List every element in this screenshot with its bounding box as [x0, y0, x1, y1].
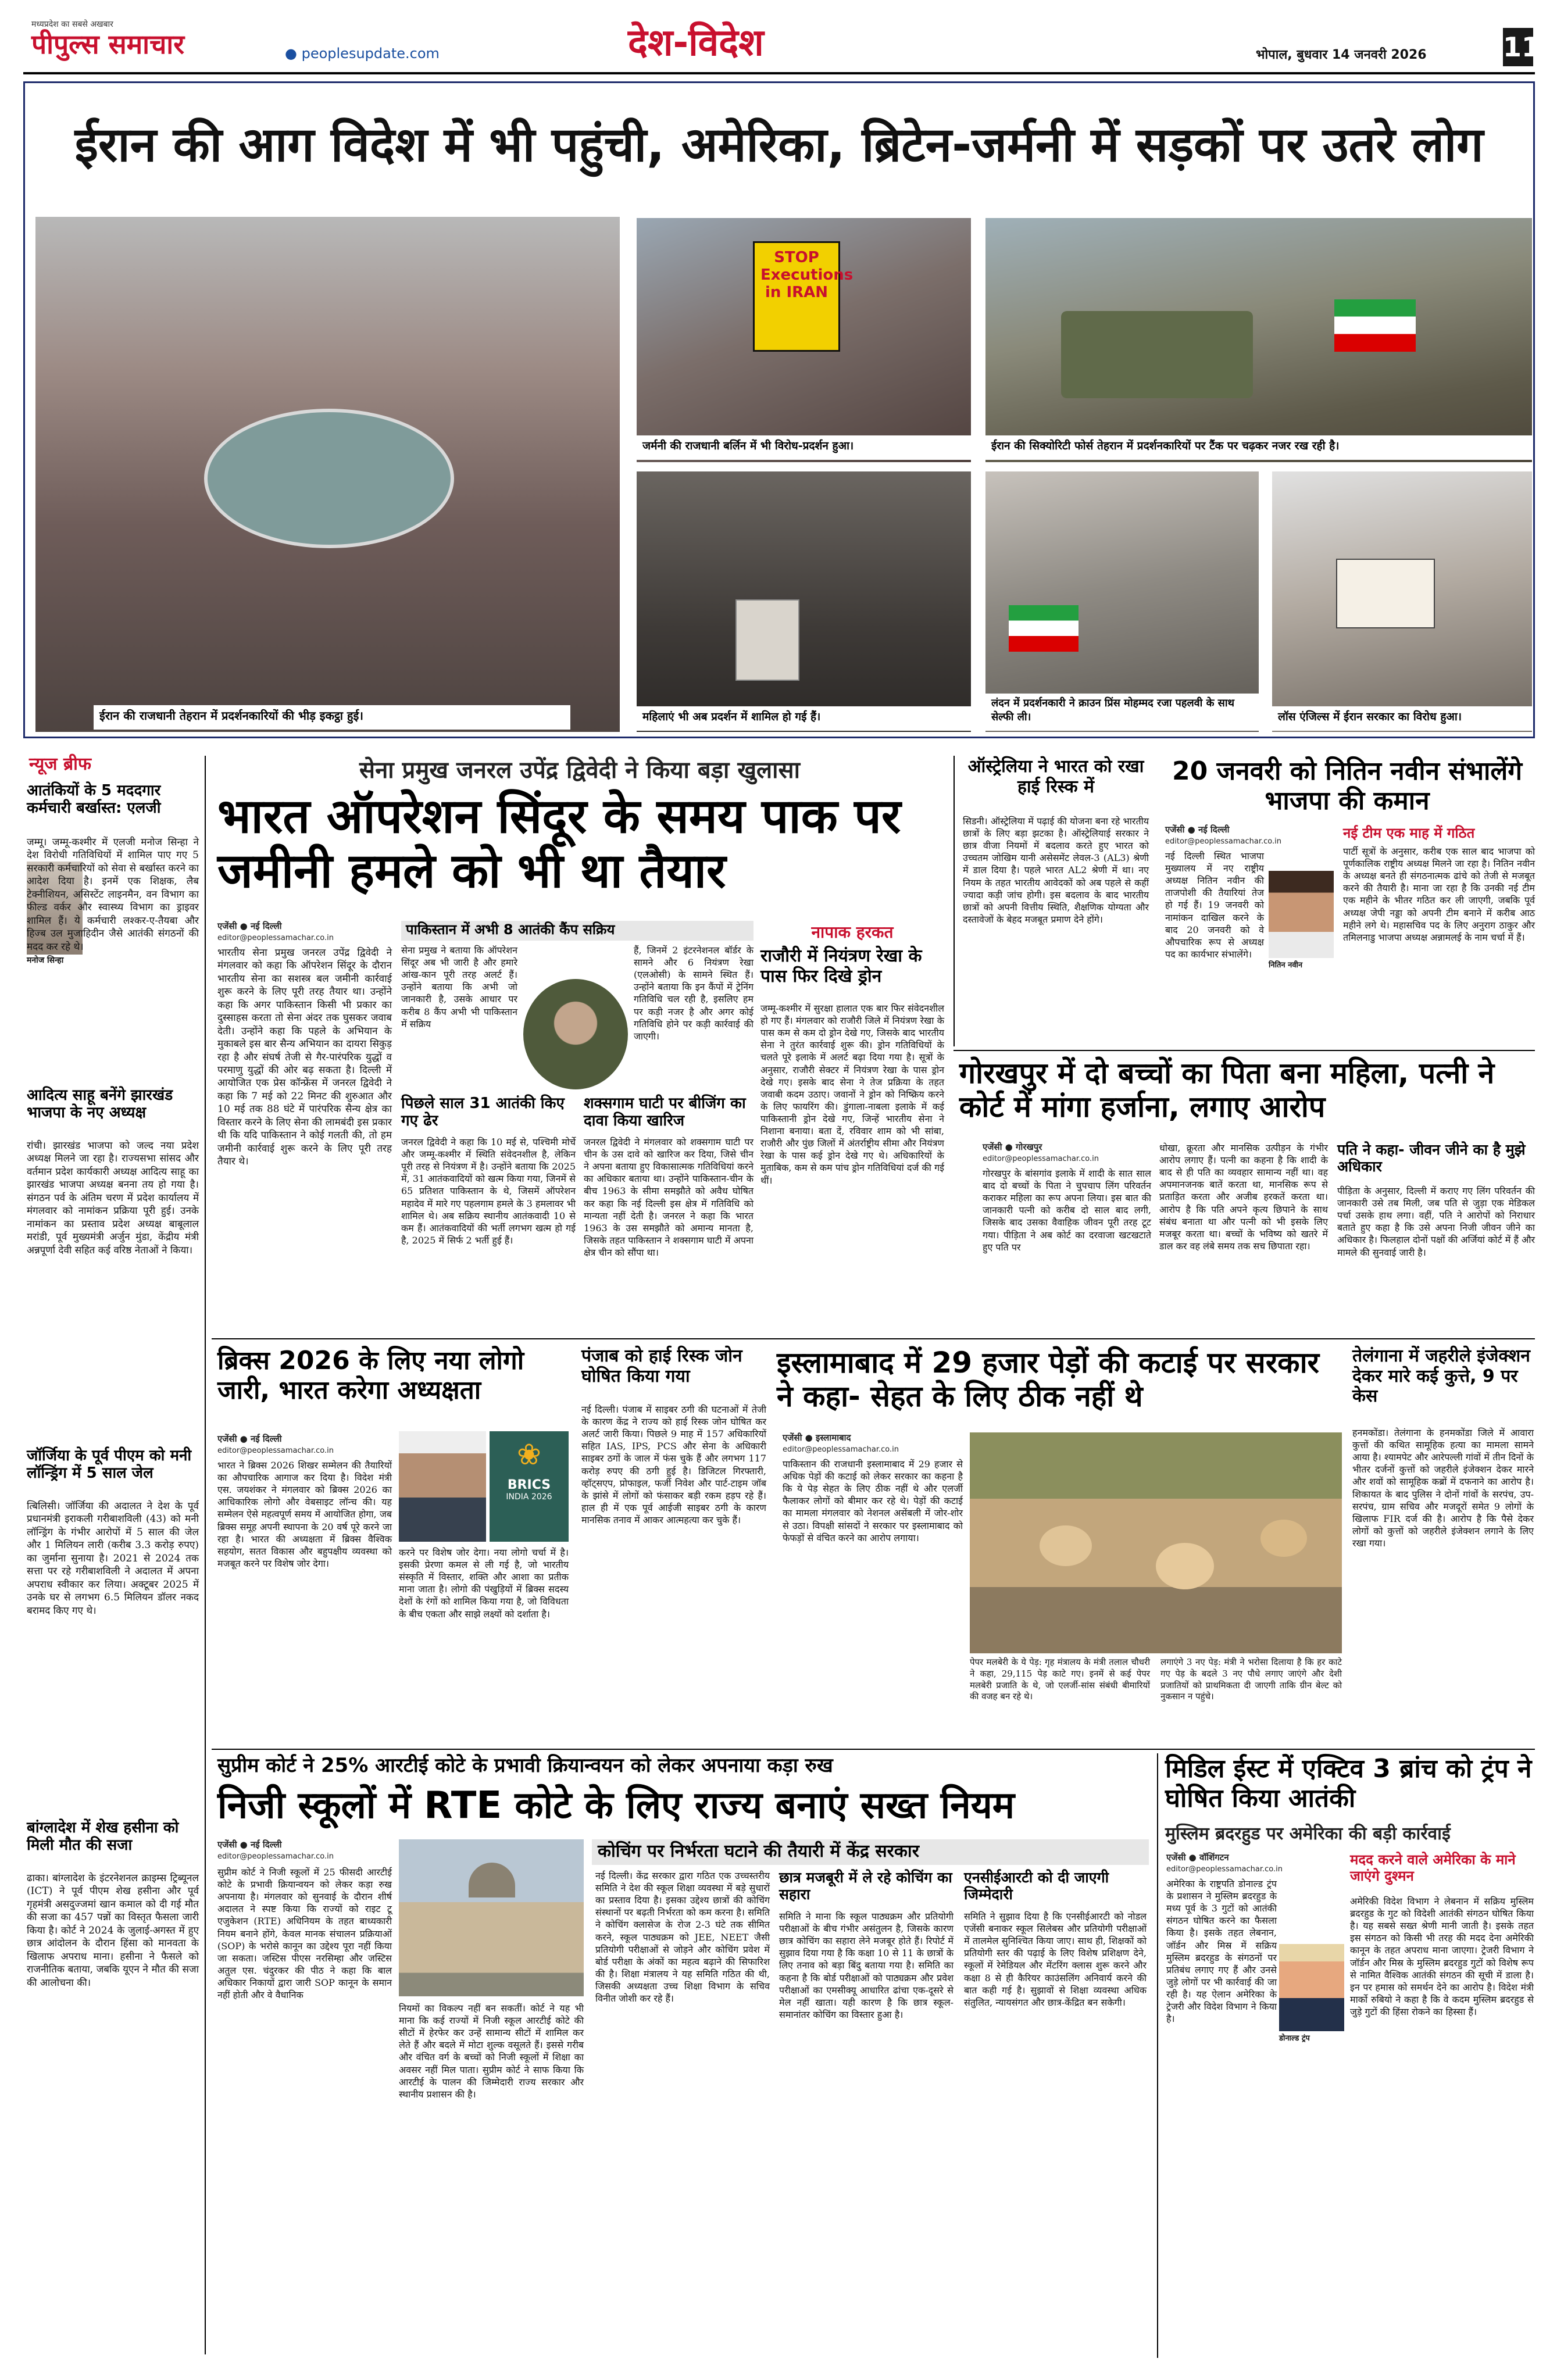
brotherhood-kicker: मुस्लिम ब्रदरहुड पर अमेरिका की बड़ी कार्रवाई	[1165, 1824, 1451, 1844]
islamabad-text: पाकिस्तान की राजधानी इस्लामाबाद में 29 हजार से अधिक पेड़ों की कटाई को लेकर सरकार का कहना है कि ये पेड़ सेहत के लिए ठीक नहीं थे और एलर्जी फैलाकर लोगों को बीमार कर रहे थे। पेड़ों की कटाई का मामला मंगलवार को नेशनल असेंबली में जोर-शोर से उठा। विपक्षी सांसदों ने सरकार पर इस्लामाबाद को फेफड़ों से वंचित करने का आरोप लगाया।	[783, 1459, 963, 1543]
section-rule	[954, 1050, 1535, 1051]
nitin-email: editor@peoplessamachar.co.in	[1165, 837, 1281, 846]
protest-sign	[1336, 559, 1435, 628]
coaching-sub3-title: एनसीईआरटी को दी जाएगी जिम्मेदारी	[964, 1869, 1109, 1903]
brotherhood-story	[1163, 1752, 1535, 2359]
army-subbox-text-a: सेना प्रमुख ने बताया कि ऑपरेशन सिंदूर अब भी जारी है और हमारे आंख-कान पूरी तरह अलर्ट हैं। उन्होंने बताया कि अभी जो जानकारी है, उसके आधार पर करीब 8 कैंप अभी भी पाकिस्तान में सक्रिय	[401, 945, 517, 1030]
brand-logo[interactable]	[31, 19, 287, 65]
women-protest-photo	[637, 471, 971, 732]
army-headline: भारत ऑपरेशन सिंदूर के समय पाक पर जमीनी हमले को भी था तैयार	[217, 789, 901, 899]
trump-photo	[1279, 1944, 1344, 2031]
islamabad-headline: इस्लामाबाद में 29 हजार पेड़ों की कटाई पर सरकार ने कहा- सेहत के लिए ठीक नहीं थे	[777, 1346, 1319, 1413]
islamabad-caption-b: लगाएंगे 3 नए पेड़: मंत्री ने भरोसा दिलाया है कि हर काटे गए पेड़ के बदले 3 नए पौधे लगाए जाएंगे और देशी प्रजातियों को प्राथमिकता दी जाएगी ताकि ग्रीन बेल्ट को नुकसान न पहुंचे।	[1160, 1657, 1342, 1702]
tree-stumps-photo	[970, 1432, 1342, 1653]
tank-security-photo	[985, 218, 1532, 462]
nitin-text: नई दिल्ली स्थित भाजपा मुख्यालय में नए राष्ट्रीय अध्यक्ष नितिन नवीन की ताजपोशी की तैयारियां तेज हो गई हैं। 19 जनवरी को नामांकन दाखिल करने के बाद 20 जनवरी को वे औपचारिक रूप से अध्यक्ष पद का कार्यभार संभालेंगे।	[1165, 850, 1264, 960]
army-kicker: सेना प्रमुख जनरल उपेंद्र द्विवेदी ने किया बड़ा खुलासा	[359, 757, 800, 784]
army-subbox-title: पाकिस्तान में अभी 8 आतंकी कैंप सक्रिय	[401, 921, 753, 941]
rte-kicker: सुप्रीम कोर्ट ने 25% आरटीई कोटे के प्रभावी क्रियान्वयन को लेकर अपनाया कड़ा रुख	[217, 1754, 833, 1777]
gorakhpur-byline: एजेंसी ● गोरखपुर	[983, 1142, 1042, 1152]
section-rule	[212, 1749, 1535, 1750]
nitin-side-text: पार्टी सूत्रों के अनुसार, करीब एक साल बाद भाजपा को पूर्णकालिक राष्ट्रीय अध्यक्ष मिलने जा रहा है। नितिन नवीन के अध्यक्ष बनते ही संगठनात्मक ढांचे को तेजी से मजबूत करने की तैयारी है। माना जा रहा है कि उनकी नई टीम एक महीने के भीतर गठित कर ली जाएगी, जबकि पूर्व अध्यक्ष जेपी नड्डा को अपनी टीम बनाने में करीब आठ महीने लगे थे। महासचिव पद के लिए अनुराग ठाकुर और तमिलनाडु भाजपा अध्यक्ष अन्नामलई के नाम चर्चा में हैं।	[1343, 846, 1535, 943]
brotherhood-byline: एजेंसी ● वॉशिंगटन	[1166, 1852, 1229, 1863]
column-rule	[205, 756, 206, 2354]
brand-tagline: मध्यप्रदेश का सबसे अखबार	[31, 20, 113, 29]
berlin-protest-photo	[637, 218, 971, 462]
court-dome-shape	[469, 1863, 515, 1897]
australia-story	[959, 755, 1151, 1045]
banner-headline: ईरान की आग विदेश में भी पहुंची, अमेरिका, ब्रिटेन-जर्मनी में सड़कों पर उतरे लोग	[74, 117, 1484, 173]
brics-logo-title: BRICS	[507, 1478, 551, 1492]
army-sub3-text: जनरल द्विवेदी ने मंगलवार को शक्सगाम घाटी पर चीन के उस दावे को खारिज कर दिया, जिसे चीन ने अपना बताया हुए विकासात्मक गतिविधियां करने का अधिकार बताया था। उन्होंने पाकिस्तान-चीन के बीच 1963 के सीमा समझौते को अवैध घोषित कर कहा कि नई दिल्ली इस क्षेत्र में गतिविधि को मान्यता नहीं देती है। जनरल ने कहा कि भारत 1963 के उस समझौते को अमान्य मानता है, जिसके तहत पाकिस्तान ने शक्सगाम घाटी में अपना क्षेत्र चीन को सौंपा था।	[584, 1137, 753, 1258]
brief-headline-2: आदित्य साहू बनेंगे झारखंड भाजपा के नए अध्यक्ष	[27, 1087, 173, 1121]
brief-text-1: जम्मू। जम्मू-कश्मीर में एलजी मनोज सिन्हा ने देश विरोधी गतिविधियों में शामिल पाए गए 5 सरकारी कर्मचारियों को सेवा से बर्खास्त करने का आदेश दिया है। इनमें एक शिक्षक, लैब टेक्नीशियन, असिस्टेंट लाइनमैन, वन विभाग का फील्ड वर्कर और स्वास्थ्य विभाग का ड्राइवर शामिल हैं। ये कर्मचारी लश्कर-ए-तैयबा और हिज्ब उल मुजाहिदीन जैसे आतंकी संगठनों की मदद कर रहे थे।	[27, 837, 199, 953]
rte-story	[212, 1752, 1151, 2359]
telangana-headline: तेलंगाना में जहरीले इंजेक्शन देकर मारे कई कुत्ते, 9 पर केस	[1352, 1346, 1530, 1406]
rajouri-text: जम्मू-कश्मीर में सुरक्षा हालात एक बार फिर संवेदनशील हो गए हैं। मंगलवार को राजौरी जिले में नियंत्रण रेखा के पास कम से कम दो ड्रोन देखे गए, जिसके बाद भारतीय सेना ने तुरंत कार्रवाई शुरू की। ड्रोन गतिविधियों के चलते पूरे इलाके में अलर्ट बढ़ा दिया गया है। सूत्रों के अनुसार, राजौरी सेक्टर में नियंत्रण रेखा के पास ड्रोन देखे गए। इसके बाद सेना ने तेज प्रक्रिया के तहत जवाबी कदम उठाए। जवानों ने ड्रोन को निष्क्रिय करने के लिए फायरिंग की। डुंगाला-नाबला इलाके में कई पाकिस्तानी ड्रोन देखे गए, जिन्हें भारतीय सेना ने निशाना बनाया। बता दें, रविवार शाम को भी सांबा, राजौरी और पुंछ जिलों में अंतर्राष्ट्रीय सीमा और नियंत्रण रेखा के पास कई ड्रोन देखे गए थे। अधिकारियों के मुताबिक, कम से कम पांच ड्रोन गतिविधियां दर्ज की गई थीं।	[760, 1003, 944, 1186]
stump-shape	[1040, 1525, 1092, 1566]
brics-text: भारत ने ब्रिक्स 2026 शिखर सम्मेलन की तैयारियों का औपचारिक आगाज कर दिया है। विदेश मंत्री एस. जयशंकर ने मंगलवार को ब्रिक्स 2026 का आधिकारिक लोगो और वेबसाइट लॉन्च की। यह सम्मेलन ऐसे महत्वपूर्ण समय में आयोजित होगा, जब ब्रिक्स समूह अपनी स्थापना के 20 वर्ष पूरे करने जा रहा है। भारत की अध्यक्षता में ब्रिक्स वैश्विक सहयोग, सतत विकास और बहुपक्षीय व्यवस्था को मजबूत करने पर विशेष जोर देगा।	[217, 1460, 392, 1569]
rte-email: editor@peoplessamachar.co.in	[217, 1852, 334, 1861]
coaching-col2: समिति ने माना कि स्कूल पाठ्यक्रम और प्रतियोगी परीक्षाओं के बीच गंभीर असंतुलन है, जिसके कारण छात्र कोचिंग का सहारा लेने मजबूर होते हैं। रिपोर्ट में सुझाव दिया गया है कि कक्षा 10 से 11 के छात्रों के लिए तनाव को बड़ा बिंदु बताया गया है। समिति का कहना है कि बोर्ड परीक्षाओं को पाठ्यक्रम और प्रवेश परीक्षाओं का एमसीक्यू आधारित ढांचा एक-दूसरे से मेल नहीं खाता। यही कारण है कि छात्र स्कूल-समानांतर कोचिंग का विस्तार हुआ है।	[779, 1911, 954, 2020]
stump-shape	[1156, 1543, 1214, 1589]
brics-headline: ब्रिक्स 2026 के लिए नया लोगो जारी, भारत करेगा अध्यक्षता	[217, 1346, 524, 1405]
dateline: भोपाल, बुधवार 14 जनवरी 2026	[1256, 48, 1427, 62]
coaching-box	[592, 1839, 1149, 2357]
gorakhpur-col2: धोखा, क्रूरता और मानसिक उत्पीड़न के गंभीर आरोप लगाए हैं। पत्नी का कहना है कि शादी के बाद से ही पति का व्यवहार सामान्य नहीं था। वह अपमानजनक बातें करता था, मानसिक रूप से प्रताड़ित करता और अजीब हरकतें करता था। आरोप है कि पति अपने कृत्य छिपाने के साथ संबंध बनाता था और पत्नी को भी इसके लिए मजबूर करता था। बच्चों के भविष्य को खतरे में डाल कर वह लंबे समय तक सच छिपाता रहा।	[1159, 1142, 1328, 1252]
army-byline: एजेंसी ● नई दिल्ली	[217, 921, 282, 931]
army-chief-photo	[523, 979, 628, 1089]
la-caption: लॉस एंजिल्स में ईरान सरकार का विरोध हुआ।	[1272, 706, 1532, 731]
masthead-rule	[23, 72, 1535, 74]
stump-shape	[1260, 1520, 1307, 1557]
page-number: 11	[1503, 28, 1533, 66]
brics-byline: एजेंसी ● नई दिल्ली	[217, 1434, 282, 1444]
australia-headline: ऑस्ट्रेलिया ने भारत को रखा हाई रिस्क में	[967, 756, 1144, 797]
berlin-caption: जर्मनी की राजधानी बर्लिन में भी विरोध-प्रदर्शन हुआ।	[637, 435, 971, 460]
rte-col1: सुप्रीम कोर्ट ने निजी स्कूलों में 25 फीसदी आरटीई कोटे के प्रभावी क्रियान्वयन को लेकर कड़ा रुख अपनाया है। मंगलवार को सुनवाई के दौरान शीर्ष अदालत ने स्पष्ट किया कि राज्यों को राइट टू एजुकेशन (RTE) अधिनियम के तहत बाध्यकारी नियम बनाने होंगे, केवल मानक संचालन प्रक्रियाओं (SOP) के भरोसे कानून का उद्देश्य पूरा नहीं किया जा सकता। जस्टिस पीएस नरसिम्हा और जस्टिस अतुल एस. चंदुरकर की पीठ ने कहा कि बाल अधिकार निकायों द्वारा जारी SOP कानून के समान नहीं होती और वे वैधानिक	[217, 1867, 392, 2001]
nitin-headline: 20 जनवरी को नितिन नवीन संभालेंगे भाजपा की कमान	[1172, 756, 1523, 816]
gorakhpur-col1: गोरखपुर के बांसगांव इलाके में शादी के सात साल बाद दो बच्चों के पिता ने चुपचाप लिंग परिवर्तन कराकर महिला का रूप अपना लिया। इस बात की जानकारी पत्नी को करीब दो साल बाद लगी, जिसके बाद उसका वैवाहिक जीवन पूरी तरह टूट गया। पीड़िता ने अब कोर्ट का दरवाजा खटखटाते हुए पति पर	[983, 1168, 1151, 1253]
brotherhood-email: editor@peoplessamachar.co.in	[1166, 1865, 1283, 1874]
website-link[interactable]: ● peoplesupdate.com	[285, 45, 440, 62]
gorakhpur-headline: गोरखपुर में दो बच्चों का पिता बना महिला, पत्नी ने कोर्ट में मांगा हर्जाना, लगाए आरोप	[959, 1056, 1495, 1124]
coaching-col3: समिति ने सुझाव दिया है कि एनसीईआरटी को नोडल एजेंसी बनाकर स्कूल सिलेबस और प्रतियोगी परीक्षाओं में तालमेल सुनिश्चित किया जाए। साथ ही, शिक्षकों को प्रतियोगी स्तर की पढ़ाई के लिए विशेष प्रशिक्षण देने, स्कूलों में रेमेडियल और मेंटरिंग क्लास शुरू करने और कक्षा 8 से ही कैरियर काउंसलिंग अनिवार्य करने की बात कही गई है। सुझावों से शिक्षा व्यवस्था अधिक संतुलित, न्यायसंगत और छात्र-केंद्रित बन सकेगी।	[964, 1911, 1147, 2008]
punjab-headline: पंजाब को हाई रिस्क जोन घोषित किया गया	[581, 1346, 742, 1386]
gorakhpur-story	[959, 1055, 1535, 1334]
brotherhood-side-text: अमेरिकी विदेश विभाग ने लेबनान में सक्रिय मुस्लिम ब्रदरहुड के गुट को विदेशी आतंकी संगठन घोषित किया है। यह सबसे सख्त श्रेणी मानी जाती है। इसके तहत इस संगठन को किसी भी तरह की मदद देना अमेरिकी कानून के तहत अपराध माना जाएगा। ट्रेजरी विभाग ने जॉर्डन और मिस्र के मुस्लिम ब्रदरहुड गुटों को विशेष रूप से नामित वैश्विक आतंकी संगठन की सूची में डाला है। इन पर हमास को समर्थन देने का आरोप है। विदेश मंत्री मार्को रुबियो ने कहा है कि वे कदम मुस्लिम ब्रदरहुड से जुड़े गुटों की हिंसा रोकने का हिस्सा हैं।	[1350, 1896, 1534, 2017]
nitin-byline: एजेंसी ● नई दिल्ली	[1165, 824, 1230, 835]
gorakhpur-email: editor@peoplessamachar.co.in	[983, 1155, 1099, 1163]
islamabad-email: editor@peoplessamachar.co.in	[783, 1445, 899, 1454]
telangana-text: हनमकोंडा। तेलंगाना के हनमकोंडा जिले में आवारा कुत्तों की कथित सामूहिक हत्या का मामला सामने आया है। श्यामपेट और आरेपल्ली गांवों में तीन दिनों के भीतर दर्जनों कुत्तों को जहरीले इंजेक्शन देकर मारने और शवों को सामूहिक कब्रों में दफनाने का आरोप है। शिकायत के बाद पुलिस ने दोनों गांवों के सरपंच, उप-सरपंच, ग्राम सचिव और मजदूरों समेत 9 लोगों के खिलाफ FIR दर्ज की है। आरोप है कि पैसे देकर लोगों को कुत्तों को जहरीले इंजेक्शन लगाने के लिए रखा गया।	[1352, 1427, 1534, 1549]
tehran-caption: ईरान की राजधानी तेहरान में प्रदर्शनकारियों की भीड़ इकट्ठा हुई।	[94, 705, 570, 730]
brief-text-2: रांची। झारखंड भाजपा को जल्द नया प्रदेश अध्यक्ष मिलने जा रहा है। राज्यसभा सांसद और वर्तमान प्रदेश कार्यकारी अध्यक्ष आदित्य साहू का झारखंड भाजपा अध्यक्ष बनना तय हो गया है। संगठन पर्व के अंतिम चरण में प्रदेश कार्यालय में मंगलवार को नामांकन प्रक्रिया पूरी हुई। उनके नामांकन का प्रस्ताव प्रदेश अध्यक्ष बाबूलाल मरांडी, पूर्व मुख्यमंत्री अर्जुन मुंडा, केंद्रीय मंत्री अन्नपूर्णा देवी सहित कई वरिष्ठ नेताओं ने किया।	[27, 1140, 199, 1256]
army-subbox-text-b: हैं, जिनमें 2 इंटरनेशनल बॉर्डर के सामने और 6 नियंत्रण रेखा (एलओसी) के सामने स्थित हैं। उन्होंने बताया कि इन कैंपों में ट्रेनिंग गतिविधि चल रही है, इसलिए हम पर कड़ी नजर है और अगर कोई गतिविधि होने पर कड़ी कार्रवाई की जाएगी।	[634, 945, 753, 1042]
brics-logo	[490, 1431, 569, 1542]
brief-headline-4: बांग्लादेश में शेख हसीना को मिली मौत की सजा	[27, 1819, 179, 1854]
brief-text-3: त्बिलिसी। जॉर्जिया की अदालत ने देश के पूर्व प्रधानमंत्री इराकली गरीबाशविली (43) को मनी लॉन्ड्रिंग के गंभीर आरोपों में 5 साल की जेल और 1 मिलियन लारी (करीब 3.3 करोड़ रुपए) का जुर्माना सुनाया है। 2021 से 2024 तक सत्ता पर रहे गरीबाशविली ने अदालत में अपना अपराध स्वीकार कर लिया। अक्टूबर 2025 में उनके घर से लगभग 6.5 मिलियन डॉलर नकद बरामद किए गए थे।	[27, 1500, 199, 1617]
brics-story	[212, 1343, 572, 1744]
coaching-col1: नई दिल्ली। केंद्र सरकार द्वारा गठित एक उच्चस्तरीय समिति ने देश की स्कूल शिक्षा व्यवस्था में बड़े सुधारों का प्रस्ताव दिया है। इसका उद्देश्य छात्रों की कोचिंग संस्थानों पर बढ़ती निर्भरता को कम करना है। समिति ने कोचिंग क्लासेज के रोज 2-3 घंटे तक सीमित करने, स्कूल पाठ्यक्रम को JEE, NEET जैसी प्रतियोगी परीक्षाओं से जोड़ने और कोचिंग प्रवेश में बोर्ड परीक्षा के अंकों का महत्व बढ़ाने की सिफारिश की है। शिक्षा मंत्रालय ने यह समिति गठित की थी, जिसकी अध्यक्षता उच्च शिक्षा विभाग के सचिव विनीत जोशी कर रहे हैं।	[595, 1870, 770, 2004]
news-brief-column	[23, 755, 200, 2359]
banner-section	[23, 81, 1535, 738]
rte-headline: निजी स्कूलों में RTE कोटे के लिए राज्य बनाएं सख्त नियम	[217, 1784, 1015, 1827]
section-title: देश-विदेश	[628, 22, 764, 65]
masthead	[23, 17, 1541, 71]
gorakhpur-side-text: पीड़िता के अनुसार, दिल्ली में कराए गए लिंग परिवर्तन की जानकारी उसे तब मिली, जब पति से जुड़ा एक मेडिकल पर्चा उसके हाथ लगा। वहीं, पति ने आरोपों को निराधार बताते हुए कहा है कि उसे अपना निजी जीवन जीने का अधिकार है। फिलहाल दोनों पक्षों की अर्जियां कोर्ट में हैं और मामले की सुनवाई जारी है।	[1337, 1185, 1535, 1258]
los-angeles-protest-photo	[1272, 471, 1532, 732]
nitin-side-title: नई टीम एक माह में गठित	[1343, 825, 1475, 841]
brics-logo-sub: INDIA 2026	[506, 1492, 552, 1502]
islamabad-story	[777, 1343, 1344, 1744]
army-subbox	[401, 921, 753, 1089]
brief-headline-1: आतंकियों के 5 मददगार कर्मचारी बर्खास्त: एलजी	[27, 782, 161, 817]
tank-caption: ईरान की सिक्योरिटी फोर्स तेहरान में प्रदर्शनकारियों पर टैंक पर चढ़कर नजर रख रही है।	[985, 435, 1532, 460]
brics-text-2: करने पर विशेष जोर देगा। नया लोगो चर्चा में है। इसकी प्रेरणा कमल से ली गई है, जो भारतीय संस्कृति में विस्तार, शक्ति और आशा का प्रतीक माना जाता है। लोगो की पंखुड़ियों में ब्रिक्स सदस्य देशों के रंगों को शामिल किया गया है, जो विविधता के बीच एकता और साझे लक्ष्यों को दर्शाता है।	[399, 1547, 569, 1620]
trump-photo-label: डोनाल्ड ट्रंप	[1279, 2034, 1310, 2043]
lotus-icon: ❀	[517, 1438, 541, 1471]
section-rule	[212, 1338, 1535, 1339]
army-sub3-title: शक्सगाम घाटी पर बीजिंग का दावा किया खारिज	[584, 1095, 746, 1130]
tehran-crowd-photo	[35, 217, 620, 732]
army-col1: भारतीय सेना प्रमुख जनरल उपेंद्र द्विवेदी ने मंगलवार को कहा कि ऑपरेशन सिंदूर के दौरान भारतीय सेना का सशस्त्र बल जमीनी कार्रवाई शुरू करने के लिए पूरी तरह तैयार था। उन्होंने कहा कि अगर पाकिस्तान किसी भी प्रकार का दुस्साहस करता तो सेना अंदर तक घुसकर जवाब देती। उन्होंने कहा कि पहले के अभियान के मुकाबले इस बार सैन्य अभियान का दायरा सिकुड़ रहा है और संघर्ष तेजी से गैर-पारंपरिक युद्धों व परमाणु युद्धों की ओर बढ़ सकता है। दिल्ली में आयोजित एक प्रेस कॉन्फ्रेंस में जनरल द्विवेदी ने कहा कि 7 मई को 22 मिनट की शुरुआत और 10 मई तक 88 घंटे में पारंपरिक सैन्य क्षेत्र का विस्तार करने के लिए सेना की लामबंदी इस प्रकार थी कि यदि पाकिस्तान ने कोई गलती की, तो हम जमीनी कार्रवाई शुरू करने के लिए पूरी तरह तैयार थे।	[217, 947, 392, 1167]
punjab-text: नई दिल्ली। पंजाब में साइबर ठगी की घटनाओं में तेजी के कारण केंद्र ने राज्य को हाई रिस्क जोन घोषित कर अलर्ट जारी किया। पिछले 9 माह में 157 अधिकारियों सहित IAS, IPS, PCS और सेना के अधिकारी साइबर ठगों के जाल में फंस चुके हैं और लगभग 117 करोड़ रुपए की ठगी हुई है। डिजिटल गिरफ्तारी, व्हॉट्सएप, प्रोफाइल, फर्जी निवेश और पार्ट-टाइम जॉब के झांसे में लोगों को फंसाकर बड़ी रकम हड़प रहे हैं। हाल ही में एक पूर्व आईजी साइबर ठगी के कारण मानसिक तनाव में आकर आत्महत्या कर चुके हैं।	[581, 1404, 766, 1525]
protest-sign: STOP Executions in IRAN	[753, 241, 840, 352]
gorakhpur-side-title: पति ने कहा- जीवन जीने का है मुझे अधिकार	[1337, 1141, 1526, 1175]
australia-text: सिडनी। ऑस्ट्रेलिया में पढ़ाई की योजना बना रहे भारतीय छात्रों के लिए बड़ा झटका है। ऑस्ट्रेलियाई सरकार ने छात्र वीजा नियमों में बदलाव करते हुए भारत को उच्चतम जोखिम यानी असेसमेंट लेवल-3 (AL3) श्रेणी में डाल दिया है। पहले भारत AL2 श्रेणी में था। नए नियम के तहत भारतीय आवेदकों को अब पहले से कहीं ज्यादा कड़ी जांच होगी। इस बदलाव के बाद भारतीय छात्रों को अपनी वित्तीय स्थिति, शैक्षणिक योग्यता और दस्तावेजों के बेहद मजबूत प्रमाण देने होंगे।	[963, 816, 1149, 925]
brief-text-4: ढाका। बांग्लादेश के इंटरनेशनल क्राइम्स ट्रिब्यूनल (ICT) ने पूर्व पीएम शेख हसीना और पूर्व गृहमंत्री असदुज्जमां खान कमाल को दी गई मौत की सजा का 457 पन्नों का विस्तृत फैसला जारी किया है। कोर्ट ने 2024 के जुलाई-अगस्त में हुए छात्र आंदोलन के दौरान हिंसा को मानवता के खिलाफ अपराध माना। हसीना ने फैसले को राजनीतिक बताया, जबकि यूएन ने मौत की सजा की आलोचना की।	[27, 1872, 199, 1989]
brotherhood-headline: मिडिल ईस्ट में एक्टिव 3 ब्रांच को ट्रंप ने घोषित किया आतंकी	[1165, 1754, 1532, 1813]
army-sub2-text: जनरल द्विवेदी ने कहा कि 10 मई से, पश्चिमी मोर्चे और जम्मू-कश्मीर में स्थिति संवेदनशील है, लेकिन पूरी तरह से नियंत्रण में है। उन्होंने बताया कि 2025 में, 31 आतंकवादियों को खत्म किया गया, जिनमें से 65 प्रतिशत पाकिस्तान के थे, जिसमें ऑपरेशन महादेव में मारे गए पहलगाम हमले के 3 हमलावर भी शामिल थे। अब सक्रिय स्थानीय आतंकवादी 10 से कम हैं। आतंकवादियों की भर्ती लगभग खत्म हो गई है, 2025 में सिर्फ 2 भर्ती हुई हैं।	[401, 1137, 576, 1246]
brotherhood-text: अमेरिका के राष्ट्रपति डोनाल्ड ट्रंप के प्रशासन ने मुस्लिम ब्रदरहुड के मध्य पूर्व के 3 गुटों को आतंकी संगठन घोषित करने का फैसला किया है। इसके तहत लेबनान, जॉर्डन और मिस्र में सक्रिय मुस्लिम ब्रदरहुड के संगठनों पर प्रतिबंध लगाए गए हैं और उनसे जुड़े लोगों पर भी कार्रवाई की जा रही है। यह ऐलान अमेरिका के ट्रेजरी और विदेश विभाग ने किया है।	[1166, 1878, 1277, 2025]
army-email: editor@peoplessamachar.co.in	[217, 934, 334, 942]
column-rule	[954, 756, 955, 1046]
iran-flag-shape	[1334, 299, 1416, 352]
rte-col2: नियमों का विकल्प नहीं बन सकतीं। कोर्ट ने यह भी माना कि कई राज्यों में निजी स्कूल आरटीई कोटे की सीटों में हेरफेर कर उन्हें सामान्य सीटों में शामिल कर लेते हैं और बदले में मोटा शुल्क वसूलते हैं। इससे गरीब और वंचित वर्ग के बच्चों को निजी स्कूलों में शिक्षा का अवसर नहीं मिल पाता। सुप्रीम कोर्ट ने साफ किया कि आरटीई के पालन की जिम्मेदारी राज्य सरकार और स्थानीय प्रशासन की है।	[399, 2003, 584, 2100]
tehran-arena	[204, 409, 454, 548]
news-brief-label: न्यूज ब्रीफ	[29, 754, 91, 774]
london-selfie-photo	[985, 471, 1259, 732]
iran-flag-shape	[1009, 605, 1079, 652]
brotherhood-side-title: मदद करने वाले अमेरिका के माने जाएंगे दुश्मन	[1350, 1852, 1516, 1884]
portrait-sign	[735, 599, 799, 681]
army-sub2-title: पिछले साल 31 आतंकी किए गए ढेर	[401, 1095, 565, 1130]
rajouri-headline: राजौरी में नियंत्रण रेखा के पास फिर दिखे ड्रोन	[760, 946, 922, 987]
army-story	[212, 755, 948, 1336]
jaishankar-photo	[399, 1431, 486, 1542]
nitin-story	[1159, 755, 1535, 1045]
telangana-story	[1350, 1343, 1535, 1744]
brief-photo-label-1: मनोज सिन्हा	[27, 956, 64, 965]
coaching-box-title: कोचिंग पर निर्भरता घटाने की तैयारी में केंद्र सरकार	[592, 1839, 1149, 1865]
nitin-photo-label: नितिन नवीन	[1269, 961, 1303, 970]
supreme-court-photo	[399, 1839, 584, 1996]
nitin-photo	[1269, 871, 1334, 958]
brand-name: पीपुल्स समाचार	[31, 28, 185, 60]
women-caption: महिलाएं भी अब प्रदर्शन में शामिल हो गई हैं।	[637, 706, 971, 731]
islamabad-caption-a: पेपर मलबेरी के ये पेड़: गृह मंत्रालय के मंत्री तलाल चौधरी ने कहा, 29,115 पेड़ काटे गए। इनमें से कई पेपर मलबेरी प्रजाति के थे, जो एलर्जी-सांस संबंधी बीमारियों की वजह बन रहे थे।	[970, 1657, 1150, 1702]
globe-icon: ●	[285, 45, 297, 62]
islamabad-byline: एजेंसी ● इस्लामाबाद	[783, 1432, 851, 1443]
rte-byline: एजेंसी ● नई दिल्ली	[217, 1839, 282, 1850]
brics-email: editor@peoplessamachar.co.in	[217, 1446, 334, 1455]
column-rule	[1157, 1753, 1158, 2358]
brief-headline-3: जॉर्जिया के पूर्व पीएम को मनी लॉन्ड्रिंग में 5 साल जेल	[27, 1447, 192, 1482]
rajouri-kicker: नापाक हरकत	[811, 923, 894, 942]
london-caption: लंदन में प्रदर्शनकारी ने क्राउन प्रिंस मोहम्मद रजा पहलवी के साथ सेल्फी ली।	[985, 694, 1259, 731]
tank-shape	[1061, 311, 1253, 398]
punjab-story	[578, 1343, 770, 1744]
coaching-sub2-title: छात्र मजबूरी में ले रहे कोचिंग का सहारा	[779, 1869, 952, 1903]
